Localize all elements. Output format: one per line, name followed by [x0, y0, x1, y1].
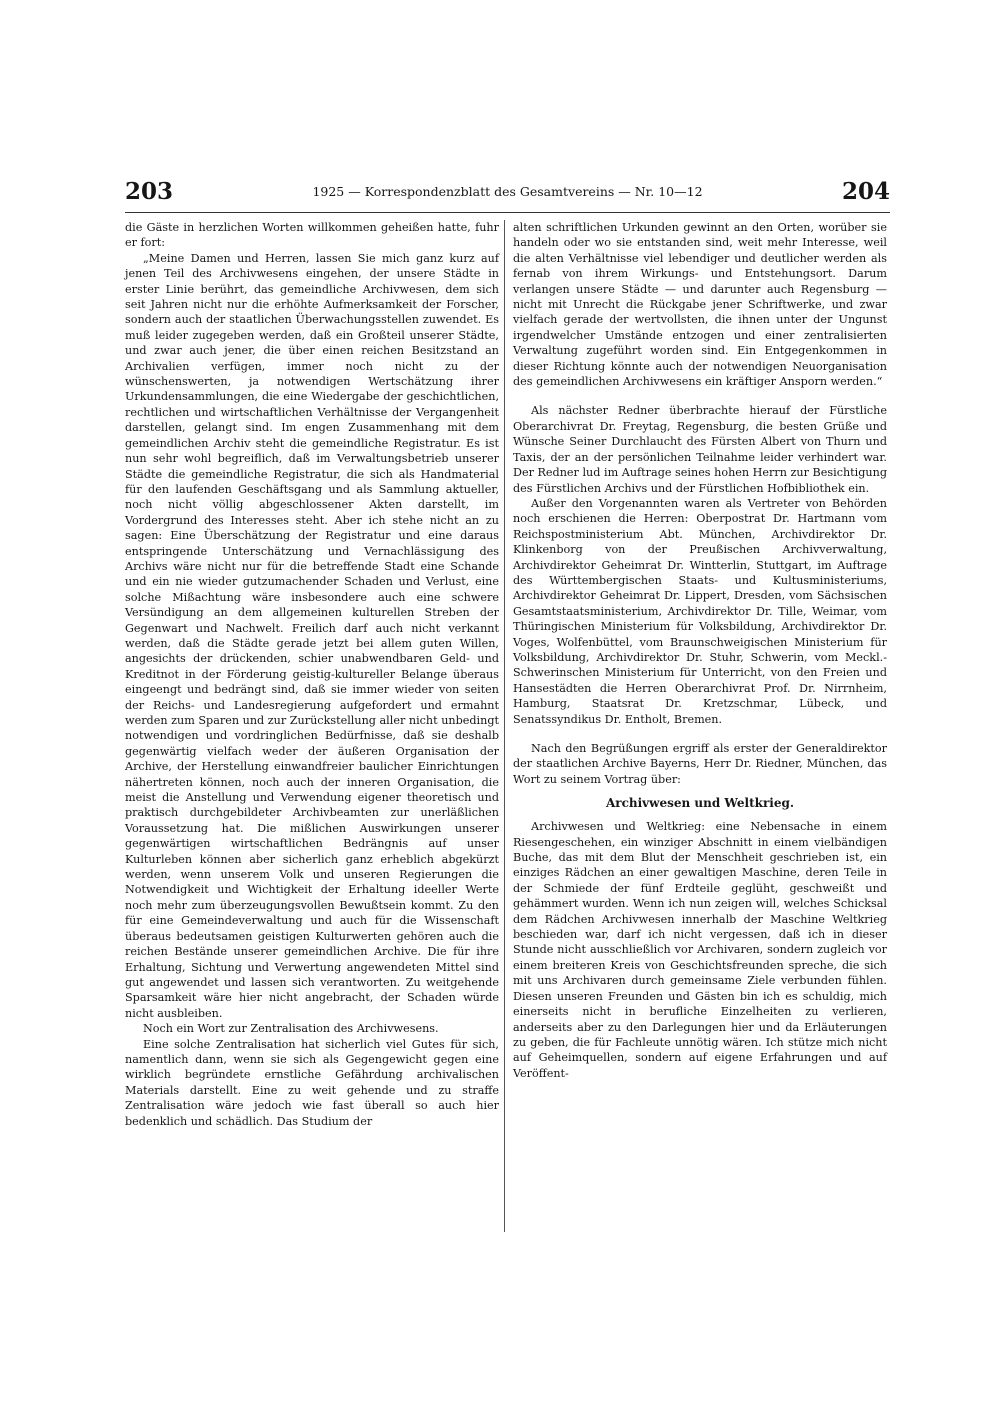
right-paragraph-5: Archivwesen und Weltkrieg: eine Nebensache in einem Riesengeschehen, ein winziger Abschnitt in einem vielbändigen Buche, das mit dem Blut der Menschheit geschrieben ist, ein einziges Rädchen an einer gewaltigen Maschine, deren Teile in der Schmiede der fünf Erdteile geglüht, geschweißt und gehämmert wurden. Wenn ich nun zeigen will, welches Schicksal dem Rädchen Archivwesen innerhalb der Maschine Weltkrieg beschieden war, darf ich nicht vergessen, daß ich in dieser Stunde nicht ausschließlich vor Archivaren, sondern zugleich vor einem breiteren Kreis von Geschichtsfreunden spreche, die sich mit uns Archivaren durch gemeinsame Ziele verbunden fühlen. Diesen unseren Freunden und Gästen bin ich es schuldig, mich einerseits nicht in berufliche Einzelheiten zu verlieren, anderseits aber zu den Darlegungen hier und da Erläuterungen zu geben, die für Fachleute unnötig wären. Ich stütze mich nicht auf Geheimquellen, sondern auf eigene Erfahrungen und auf Veröffent-	[513, 820, 887, 1080]
header-rule	[125, 212, 890, 213]
left-paragraph-2: „Meine Damen und Herren, lassen Sie mich ganz kurz auf jenen Teil des Archivwesens eingehen, der unsere Städte in erster Linie berührt, das gemeindliche Archivwesen, dem sich seit Jahren nicht nur die erhöhte Aufmerksamkeit der Forscher, sondern auch der staatlichen Überwachungsstellen zuwendet. Es muß leider zugegeben werden, daß ein Großteil unserer Städte, und zwar auch jener, die über einen reichen Besitzstand an Archivalien verfügen, immer noch nicht zu der wünschenswerten, ja notwendigen Wertschätzung ihrer Urkundensammlungen, die eine Wiedergabe der geschichtlichen, rechtlichen und wirtschaftlichen Verhältnisse der Vergangenheit darstellen, gelangt sind. Im engen Zusammenhang mit dem gemeindlichen Archiv steht die gemeindliche Registratur. Es ist nun sehr wohl begreiflich, daß im Verwaltungsbetrieb unserer Städte die gemeindliche Registratur, die sich als Handmaterial für den laufenden Geschäftsgang und als Sammlung aktueller, noch nicht völlig abgeschlossener Akten darstellt, im Vordergrund des Interesses steht. Aber ich stehe nicht an zu sagen: Eine Überschätzung der Registratur und eine daraus entspringende Unterschätzung und Vernachlässigung des Archivs wäre nicht nur für die betreffende Stadt eine Schande und ein nie wieder gutzumachender Schaden und Verlust, eine solche Mißachtung wäre insbesondere auch eine schwere Versündigung an dem allgemeinen kulturellen Streben der Gegenwart und Nachwelt. Freilich darf auch nicht verkannt werden, daß die Städte gerade jetzt bei allem guten Willen, angesichts der drückenden, schier unabwendbaren Geld- und Kreditnot in der Förderung geistig-kultureller Belange überaus eingeengt und bedrängt sind, daß sie immer wieder von seiten der Reichs- und Landesregierung aufgefordert und ermahnt werden zum Sparen und zur Zurückstellung aller nicht unbedingt notwendigen und vordringlichen Bedürfnisse, daß sie deshalb gegenwärtig vielfach weder der äußeren Organisation der Archive, der Herstellung einwandfreier baulicher Einrichtungen nähertreten können, noch auch der inneren Organisation, die meist die Anstellung und Verwendung eigener theoretisch und praktisch durchgebildeter Archivbeamten zur unerläßlichen Voraussetzung hat. Die mißlichen Auswirkungen unserer gegenwärtigen wirtschaftlichen Bedrängnis auf unser Kulturleben können aber sicherlich ganz erheblich abgekürzt werden, wenn unserem Volk und unseren Regierungen die Notwendigkeit und Wichtigkeit der Erhaltung ideeller Werte noch mehr zum überzeugungsvollen Bewußtsein kommt. Zu den für eine Gemeindeverwaltung und auch für die Wissenschaft überaus bedeutsamen geistigen Kulturwerten gehören auch die reichen Bestände unserer gemeindlichen Archive. Die für ihre Erhaltung, Sichtung und Verwertung angewendeten Mittel sind gut angewendet und lassen sich verantworten. Zu weitgehende Sparsamkeit wäre hier nicht angebracht, der Schaden würde nicht ausbleiben.	[125, 251, 499, 1020]
right-paragraph-1: alten schriftlichen Urkunden gewinnt an den Orten, worüber sie handeln oder wo sie entstanden sind, weit mehr Interesse, weil die alten Verhältnisse viel lebendiger und deutlicher werden als fernab von ihrem Wirkungs- und Entstehungsort. Darum verlangen unsere Städte — und darunter auch Regensburg — nicht mit Unrecht die Rückgabe jener Schriftwerke, und zwar vielfach gerade der wertvollsten, die ihnen unter der Ungunst irgendwelcher Umstände entzogen und einer zentralisierten Verwaltung zugeführt worden sind. Ein Entgegenkommen in dieser Richtung könnte auch der notwendigen Neuorganisation des gemeindlichen Archivwesens ein kräftiger Ansporn werden.“	[513, 221, 887, 389]
left-paragraph-3: Noch ein Wort zur Zentralisation des Archivwesens.	[143, 1022, 439, 1036]
page-number-right: 204	[841, 178, 890, 205]
column-divider	[504, 220, 505, 1232]
right-paragraph-4: Nach den Begrüßungen ergriff als erster der Generaldirektor der staatlichen Archive Bayerns, Herr Dr. Riedner, München, das Wort zu seinem Vortrag über:	[513, 742, 887, 786]
right-paragraph-2: Als nächster Redner überbrachte hierauf der Fürstliche Oberarchivrat Dr. Freytag, Regensburg, die besten Grüße und Wünsche Seiner Durchlaucht des Fürsten Albert von Thurn und Taxis, der an der persönlichen Teilnahme leider verhindert war. Der Redner lud im Auftrage seines hohen Herrn zur Besichtigung des Fürstlichen Archivs und der Fürstlichen Hofbibliothek ein.	[513, 404, 887, 495]
running-title: 1925 — Korrespondenzblatt des Gesamtvereins — Nr. 10—12	[312, 184, 703, 199]
left-paragraph-4: Eine solche Zentralisation hat sicherlich viel Gutes für sich, namentlich dann, wenn sie sich als Gegengewicht gegen eine wirklich begründete ernstliche Gefährdung archivalischen Materials darstellt. Eine zu weit gehende und zu straffe Zentralisation wäre jedoch wie fast überall so auch hier bedenklich und schädlich. Das Studium der	[125, 1037, 499, 1128]
page-header	[125, 178, 890, 208]
left-column	[125, 220, 499, 1129]
left-paragraph-1: die Gäste in herzlichen Worten willkommen geheißen hatte, fuhr er fort:	[125, 221, 499, 250]
right-paragraph-3: Außer den Vorgenannten waren als Vertreter von Behörden noch erschienen die Herren: Oberpostrat Dr. Hartmann vom Reichspostministerium Abt. München, Archivdirektor Dr. Klinkenborg von der Preußischen Archivverwaltung, Archivdirektor Geheimrat Dr. Wintterlin, Stuttgart, im Auftrage des Württembergischen Staats- und Kultusministeriums, Archivdirektor Geheimrat Dr. Lippert, Dresden, vom Sächsischen Gesamtstaatsministerium, Archivdirektor Dr. Tille, Weimar, vom Thüringischen Ministerium für Volksbildung, Archivdirektor Dr. Voges, Wolfenbüttel, vom Braunschweigischen Ministerium für Volksbildung, Archivdirektor Dr. Stuhr, Schwerin, vom Meckl.-Schwerinschen Ministerium für Unterricht, von den Freien und Hansestädten die Herren Oberarchivrat Prof. Dr. Nirrnheim, Hamburg, Staatsrat Dr. Kretzschmar, Lübeck, und Senatssyndikus Dr. Entholt, Bremen.	[513, 496, 887, 726]
page-number-left: 203	[125, 178, 174, 205]
section-heading: Archivwesen und Weltkrieg.	[605, 796, 795, 811]
right-column	[513, 220, 887, 1081]
